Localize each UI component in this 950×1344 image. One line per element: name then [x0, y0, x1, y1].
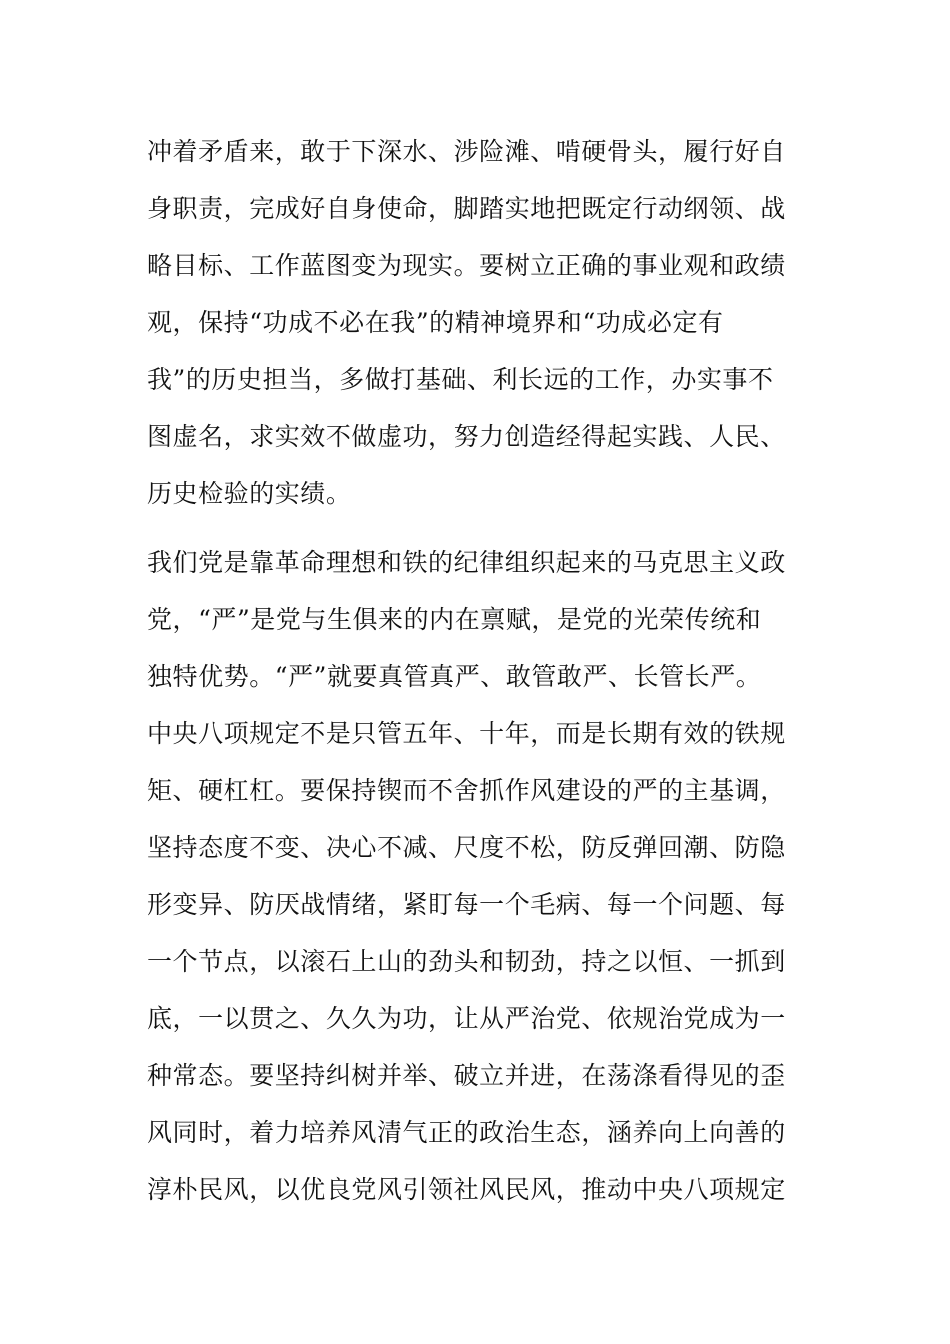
paragraph-line: 我们党是靠革命理想和铁的纪律组织起来的马克思主义政	[147, 548, 786, 577]
paragraph-line: 底，一以贯之、久久为功，让从严治党、依规治党成为一	[147, 1004, 786, 1033]
paragraph-line: 坚持态度不变、决心不减、尺度不松，防反弹回潮、防隐	[147, 833, 786, 862]
paragraph-line: 中央八项规定不是只管五年、十年，而是长期有效的铁规	[147, 719, 786, 748]
paragraph-line: 形变异、防厌战情绪，紧盯每一个毛病、每一个问题、每	[147, 890, 786, 919]
paragraph-line: 一个节点，以滚石上山的劲头和韧劲，持之以恒、一抓到	[147, 947, 786, 976]
paragraph-line: 历史检验的实绩。	[147, 479, 352, 508]
paragraph-line: 淳朴民风，以优良党风引领社风民风，推动中央八项规定	[147, 1175, 786, 1204]
paragraph-line: 略目标、工作蓝图变为现实。要树立正确的事业观和政绩	[147, 251, 786, 280]
paragraph-line: 风同时，着力培养风清气正的政治生态，涵养向上向善的	[147, 1118, 786, 1147]
paragraph-line: 图虚名，求实效不做虚功，努力创造经得起实践、人民、	[147, 422, 786, 451]
paragraph-line: 种常态。要坚持纠树并举、破立并进，在荡涤看得见的歪	[147, 1061, 786, 1090]
paragraph-line: 我”的历史担当，多做打基础、利长远的工作，办实事不	[147, 365, 774, 394]
paragraph-line: 身职责，完成好自身使命，脚踏实地把既定行动纲领、战	[147, 194, 786, 223]
paragraph-line: 独特优势。“严”就要真管真严、敢管敢严、长管长严。	[147, 662, 762, 691]
paragraph-line: 冲着矛盾来，敢于下深水、涉险滩、啃硬骨头，履行好自	[147, 137, 786, 166]
paragraph-line: 观，保持“功成不必在我”的精神境界和“功成必定有	[147, 308, 724, 337]
paragraph-line: 矩、硬杠杠。要保持锲而不舍抓作风建设的严的主基调，	[147, 776, 786, 805]
paragraph-line: 党，“严”是党与生俱来的内在禀赋，是党的光荣传统和	[147, 605, 762, 634]
